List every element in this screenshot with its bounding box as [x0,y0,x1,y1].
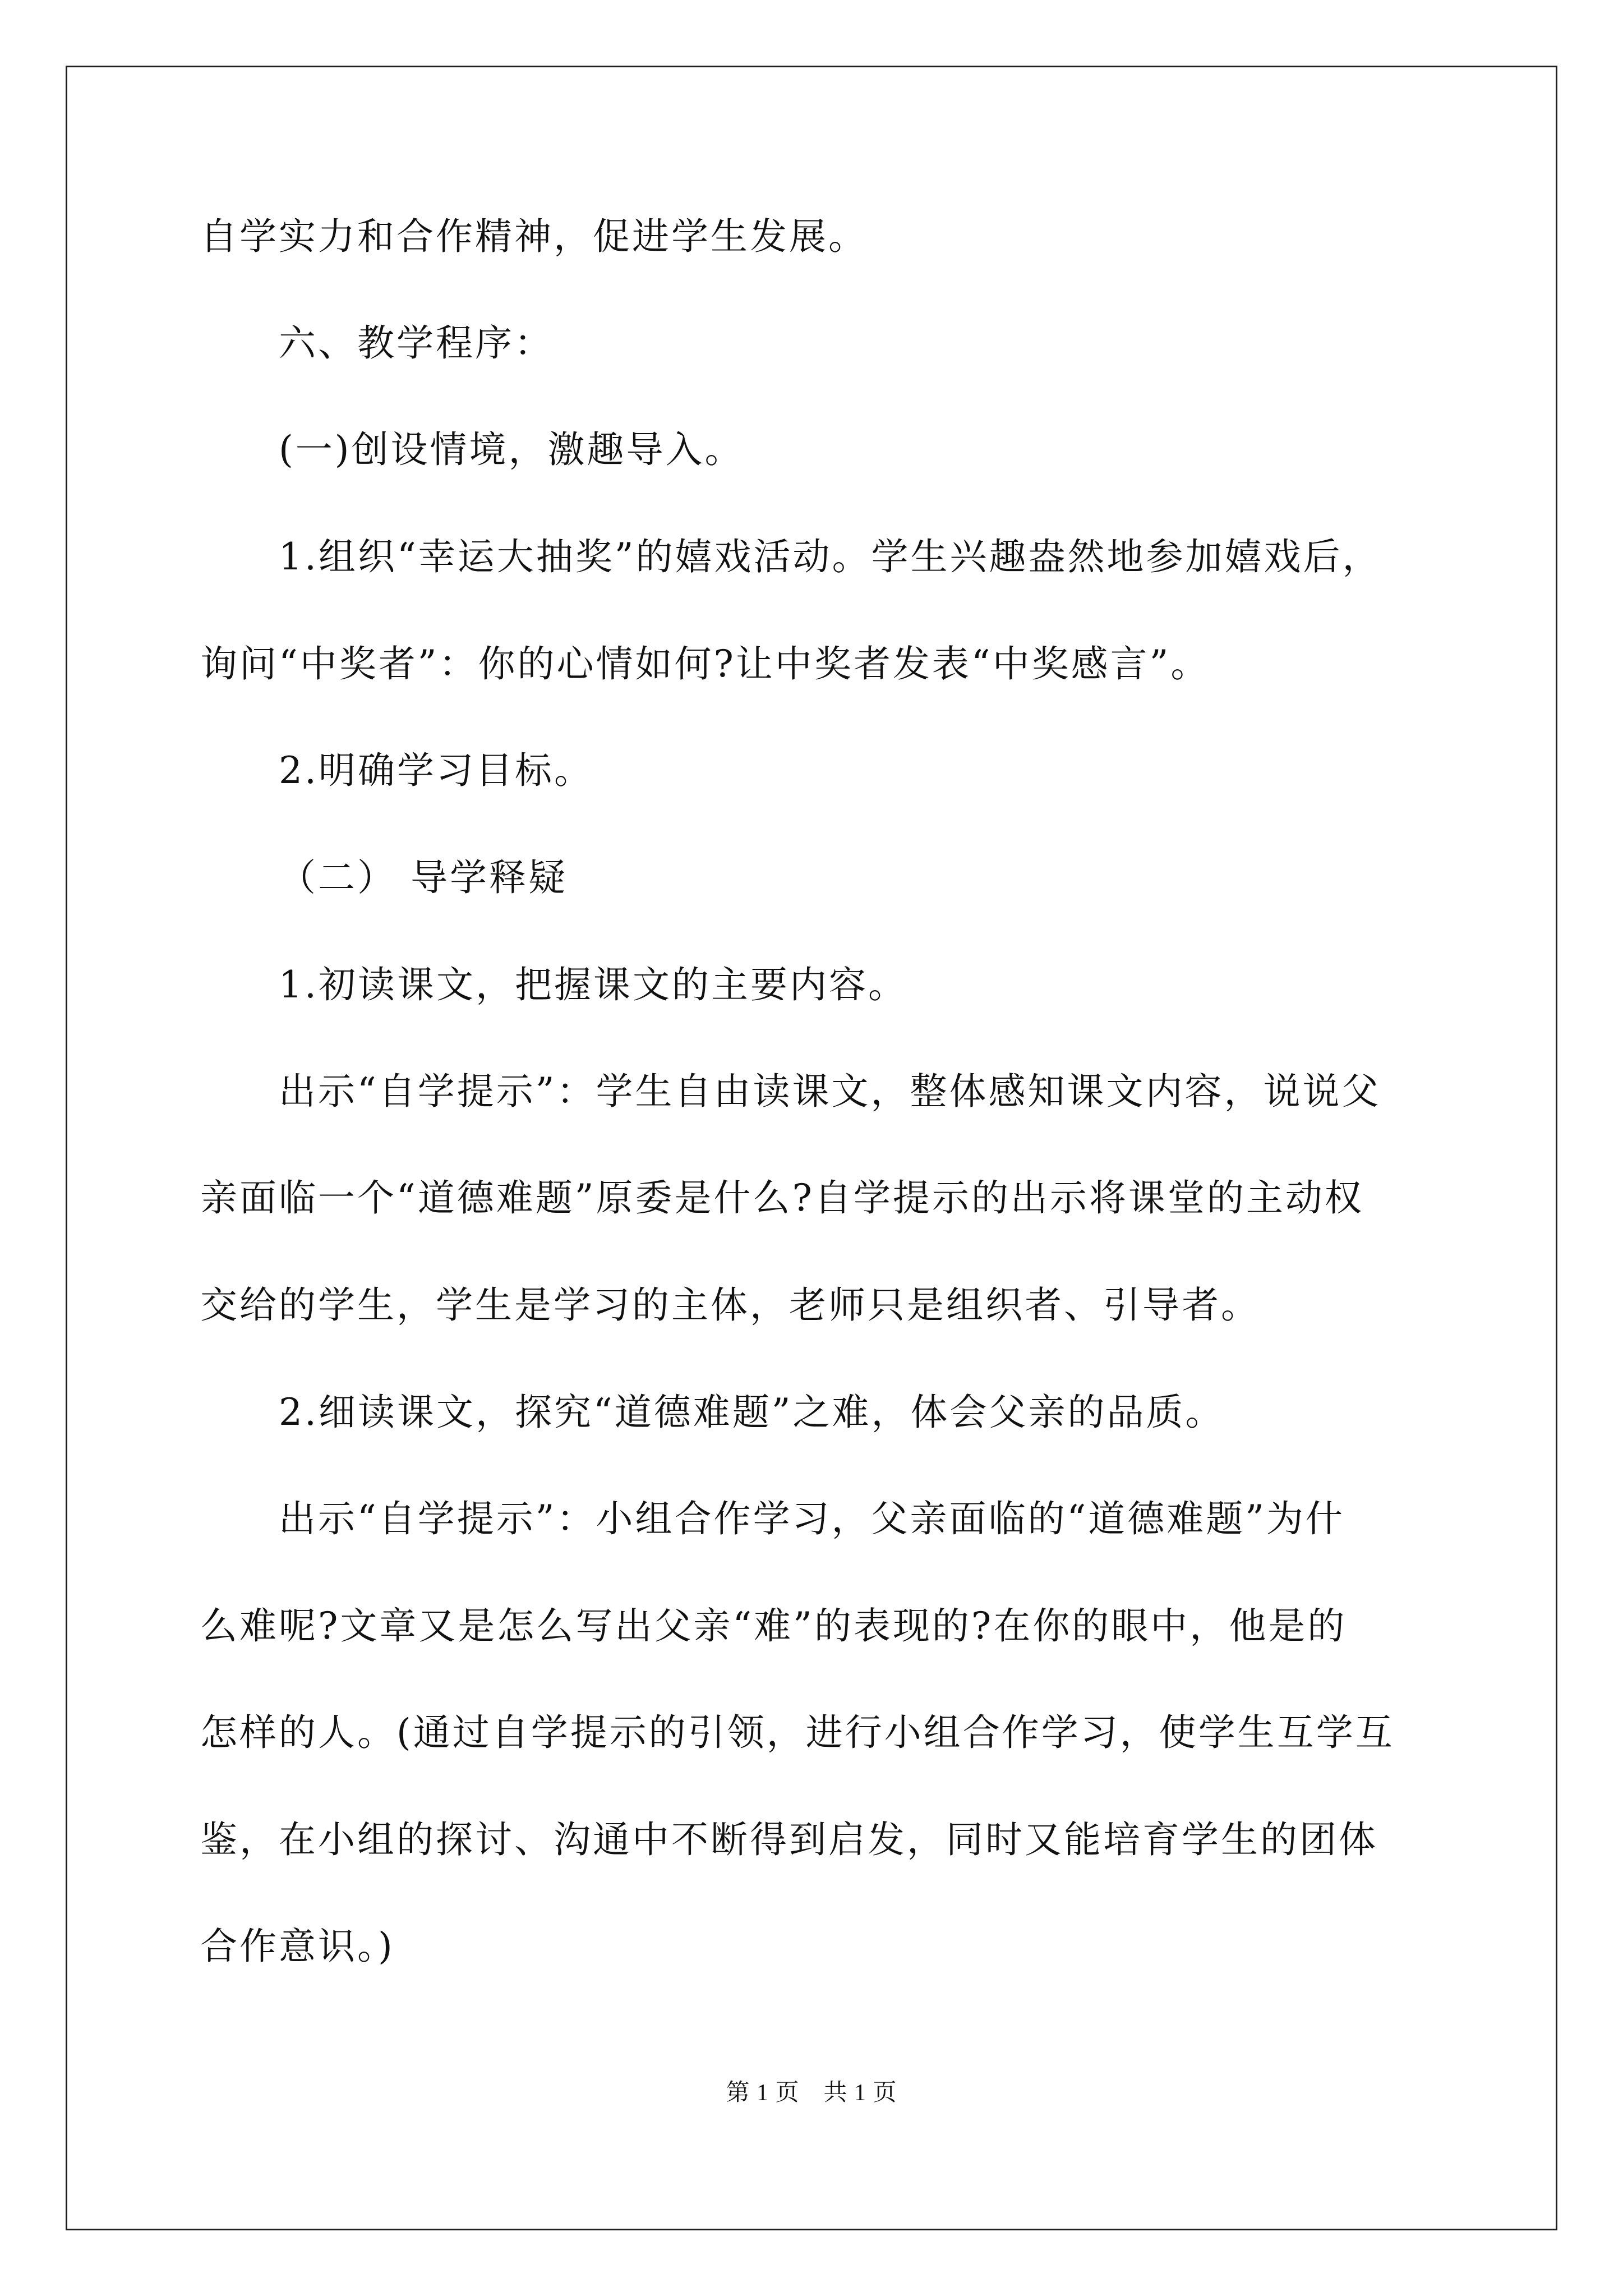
text-line: 1.初读课文，把握课文的主要内容。 [279,963,907,1006]
section-heading: 六、教学程序： [279,321,554,365]
text-line: 怎样的人。(通过自学提示的引领，进行小组合作学习，使学生互学互 [200,1711,1395,1754]
text-line: 鉴，在小组的探讨、沟通中不断得到启发，同时又能培育学生的团体 [200,1818,1378,1861]
text-line: 出示“自学提示”：学生自由读课文，整体感知课文内容，说说父 [279,1070,1381,1113]
subsection-heading: （二） 导学释疑 [279,856,568,899]
text-line: 2.明确学习目标。 [279,749,593,792]
page-number-footer: 第 1 页 共 1 页 [726,2080,897,2106]
text-line: 交给的学生，学生是学习的主体，老师只是组织者、引导者。 [200,1283,1260,1327]
text-line: 出示“自学提示”：小组合作学习，父亲面临的“道德难题”为什 [279,1497,1345,1540]
text-line: 自学实力和合作精神，促进学生发展。 [200,215,868,258]
text-line: 么难呢?文章又是怎么写出父亲“难”的表现的?在你的眼中，他是的 [200,1604,1347,1648]
subsection-heading: (一)创设情境，激趣导入。 [279,428,744,471]
text-line: 1.组织“幸运大抽奖”的嬉戏活动。学生兴趣盎然地参加嬉戏后， [279,535,1382,578]
text-line: 合作意识。) [200,1925,395,1968]
page-border [66,66,1557,2230]
text-line: 询问“中奖者”：你的心情如何?让中奖者发表“中奖感言”。 [200,642,1210,685]
text-line: 2.细读课文，探究“道德难题”之难，体会父亲的品质。 [279,1391,1225,1434]
text-line: 亲面临一个“道德难题”原委是什么?自学提示的出示将课堂的主动权 [200,1176,1364,1220]
